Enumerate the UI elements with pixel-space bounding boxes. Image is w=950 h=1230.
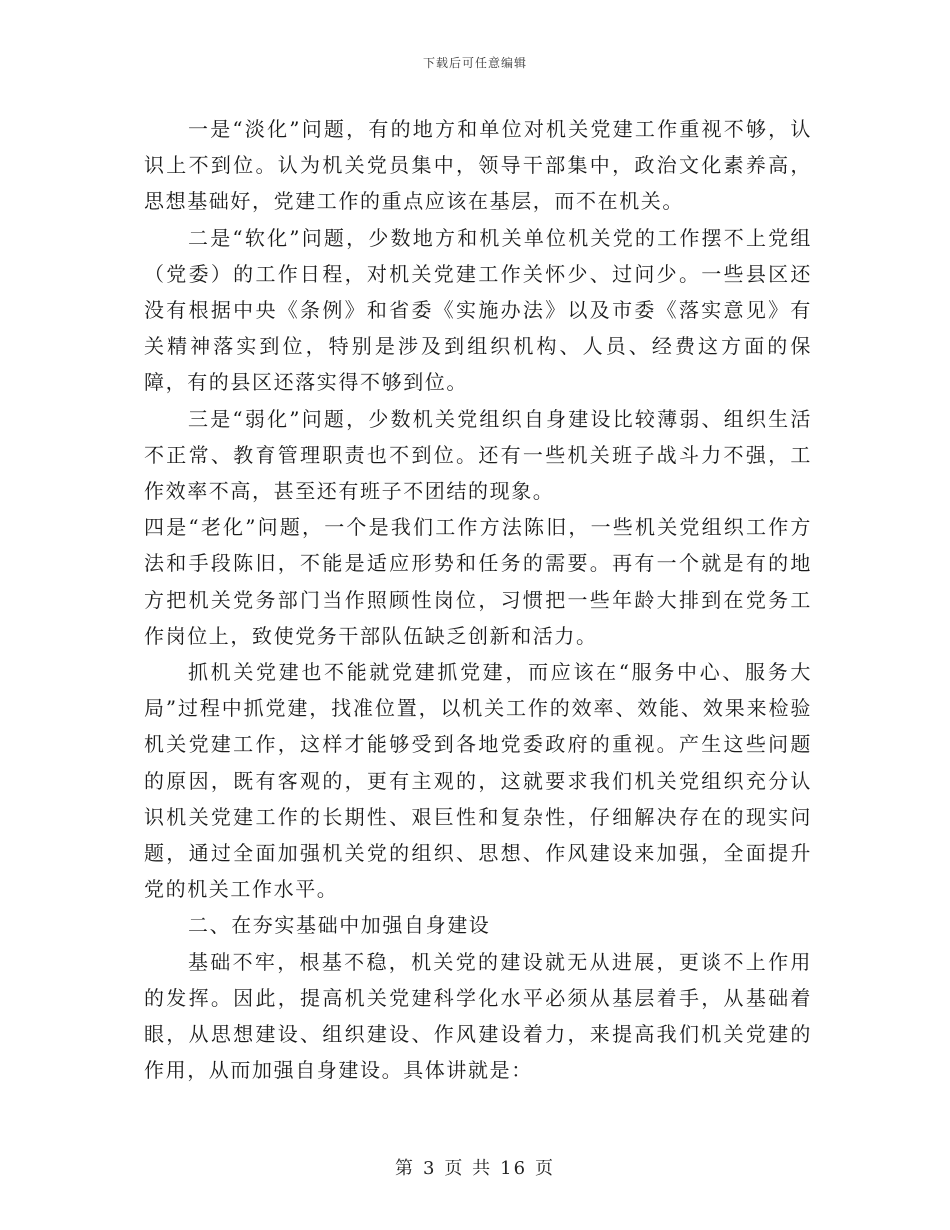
section-heading: 二、在夯实基础中加强自身建设 — [188, 913, 491, 938]
paragraph-6: 基础不牢，根基不稳，机关党的建设就无从进展，更谈不上作用的发挥。因此，提高机关党建科学化水平必须从基层着手，从基础着眼，从思想建设、组织建设、作风建设着力，来提高我们机关党建的作用，从而加强自身建设。具体讲就是： — [144, 949, 812, 1083]
header-note: 下载后可任意编辑 — [422, 56, 527, 70]
document-body — [144, 111, 812, 1088]
footer-total-pages: 16 — [500, 1158, 528, 1179]
page-footer — [0, 1154, 950, 1180]
paragraph-4: 四是“老化”问题，一个是我们工作方法陈旧，一些机关党组织工作方法和手段陈旧，不能是适应形势和任务的需要。再有一个就是有的地方把机关党务部门当作照顾性岗位，习惯把一些年龄大排到在党务工作岗位上，致使党务干部队伍缺乏创新和活力。 — [144, 515, 812, 648]
paragraph-3: 三是“弱化”问题，少数机关党组织自身建设比较薄弱、组织生活不正常、教育管理职责也不到位。还有一些机关班子战斗力不强，工作效率不高，甚至还有班子不团结的现象。 — [144, 406, 812, 504]
footer-current-page: 3 — [422, 1158, 437, 1179]
paragraph-1: 一是“淡化”问题，有的地方和单位对机关党建工作重视不够，认识上不到位。认为机关党员集中，领导干部集中，政治文化素养高，思想基础好，党建工作的重点应该在基层，而不在机关。 — [144, 117, 812, 214]
footer-middle: 页 共 — [444, 1158, 493, 1179]
paragraph-5: 抓机关党建也不能就党建抓党建，而应该在“服务中心、服务大局”过程中抓党建，找准位置，以机关工作的效率、效能、效果来检验机关党建工作，这样才能够受到各地党委政府的重视。产生这些问题的原因，既有客观的，更有主观的，这就要求我们机关党组织充分认识机关党建工作的长期性、艰巨性和复杂性，仔细解决存在的现实问题，通过全面加强机关党的组织、思想、作风建设来加强，全面提升党的机关工作水平。 — [144, 660, 812, 902]
paragraph-2: 二是“软化”问题，少数地方和机关单位机关党的工作摆不上党组（党委）的工作日程，对机关党建工作关怀少、过问少。一些县区还没有根据中央《条例》和省委《实施办法》以及市委《落实意见》有关精神落实到位，特别是涉及到组织机构、人员、经费这方面的保障，有的县区还落实得不够到位。 — [144, 225, 812, 395]
footer-suffix: 页 — [535, 1158, 556, 1179]
footer-prefix: 第 — [394, 1158, 415, 1179]
